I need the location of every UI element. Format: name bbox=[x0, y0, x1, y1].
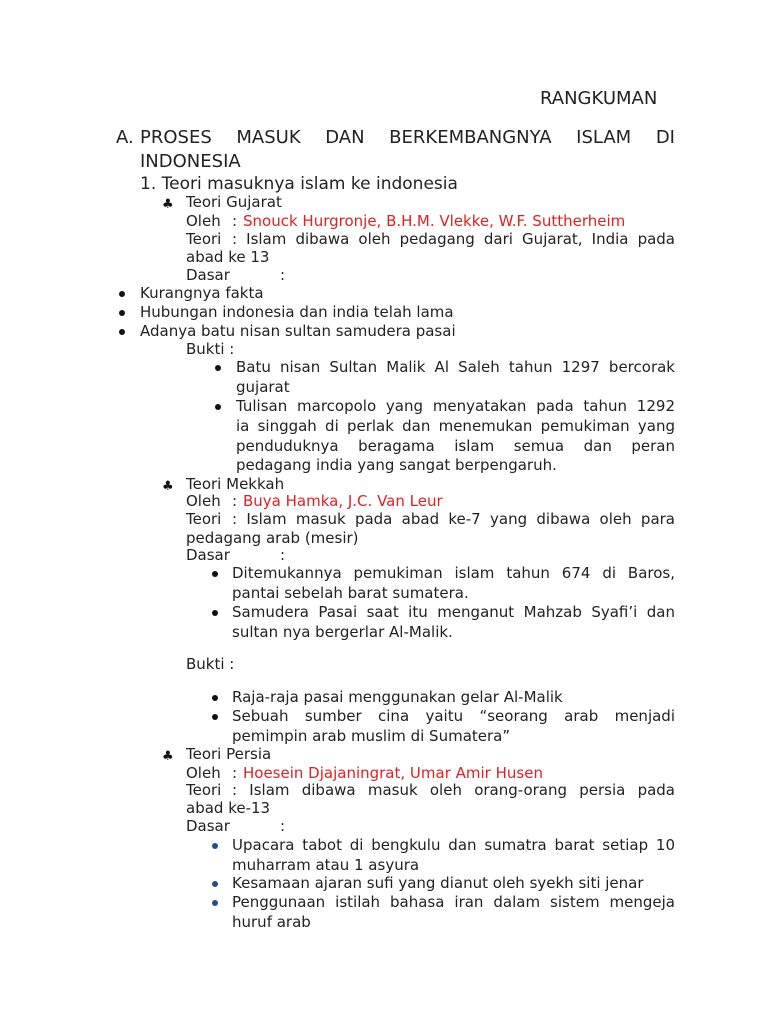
teori-label: Teori bbox=[186, 781, 222, 799]
subsection-heading: 1. Teori masuknya islam ke indonesia bbox=[140, 174, 458, 194]
section-heading-line2: INDONESIA bbox=[140, 151, 241, 172]
section-letter: A. bbox=[116, 127, 134, 148]
round-bullet-icon bbox=[212, 881, 218, 887]
dasar-item-line: Kesamaan ajaran sufi yang dianut oleh syekh siti jenar bbox=[232, 874, 644, 892]
round-bullet-icon bbox=[212, 843, 218, 849]
teori-text-line2: abad ke-13 bbox=[186, 799, 271, 817]
oleh-label: Oleh bbox=[186, 212, 221, 230]
bukti-label: Bukti : bbox=[186, 655, 235, 673]
club-suit-icon: ♣ bbox=[162, 197, 174, 212]
theory-name-mekkah: Teori Mekkah bbox=[186, 475, 285, 493]
bukti-item-line: pemimpin arab muslim di Sumatera” bbox=[232, 727, 511, 745]
dasar-item-line: sultan nya bergerlar Al-Malik. bbox=[232, 623, 453, 641]
round-bullet-icon bbox=[212, 571, 218, 577]
teori-text-line2: abad ke 13 bbox=[186, 248, 270, 266]
heading-word: BERKEMBANGNYA bbox=[389, 127, 552, 148]
heading-word: MASUK bbox=[236, 127, 301, 148]
oleh-value: Snouck Hurgronje, B.H.M. Vlekke, W.F. Suttherheim bbox=[243, 212, 626, 230]
bukti-item-line: pedagang india yang sangat berpengaruh. bbox=[236, 456, 557, 474]
round-bullet-icon bbox=[119, 310, 125, 316]
oleh-separator: : bbox=[232, 764, 238, 782]
round-bullet-icon bbox=[215, 365, 221, 371]
bukti-item-line: Tulisan marcopolo yang menyatakan pada tahun 1292 bbox=[236, 397, 675, 415]
section-heading-line1 bbox=[140, 127, 675, 149]
bukti-item-line: penduduknya beragama islam semua dan peran bbox=[236, 437, 675, 455]
dasar-separator: : bbox=[280, 817, 286, 835]
bukti-item-line: ia singgah di perlak dan menemukan pemukiman yang bbox=[236, 417, 675, 435]
dasar-item-line: Samudera Pasai saat itu menganut Mahzab Syafi’i dan bbox=[232, 603, 675, 621]
teori-text-line2: pedagang arab (mesir) bbox=[186, 529, 359, 547]
theory-name-gujarat: Teori Gujarat bbox=[186, 193, 282, 211]
dasar-item-line: huruf arab bbox=[232, 913, 311, 931]
dasar-label: Dasar bbox=[186, 266, 230, 284]
round-bullet-icon bbox=[212, 695, 218, 701]
teori-text-line1: : Islam dibawa oleh pedagang dari Gujarat, India pada bbox=[232, 230, 675, 248]
teori-label: Teori bbox=[186, 510, 222, 528]
round-bullet-icon bbox=[212, 900, 218, 906]
round-bullet-icon bbox=[119, 329, 125, 335]
club-suit-icon: ♣ bbox=[162, 479, 174, 494]
dasar-item-line: Ditemukannya pemukiman islam tahun 674 di Baros, bbox=[232, 564, 675, 582]
dasar-item-line: pantai sebelah barat sumatera. bbox=[232, 584, 469, 602]
heading-word: DI bbox=[655, 127, 675, 148]
teori-label: Teori bbox=[186, 230, 222, 248]
oleh-value: Buya Hamka, J.C. Van Leur bbox=[243, 492, 443, 510]
document-title: RANGKUMAN bbox=[540, 88, 658, 109]
dasar-item: Kurangnya fakta bbox=[140, 284, 264, 302]
oleh-label: Oleh bbox=[186, 764, 221, 782]
round-bullet-icon bbox=[119, 291, 125, 297]
club-suit-icon: ♣ bbox=[162, 749, 174, 764]
dasar-label: Dasar bbox=[186, 817, 230, 835]
dasar-item-line: Penggunaan istilah bahasa iran dalam sistem mengeja bbox=[232, 893, 675, 911]
dasar-label: Dasar bbox=[186, 546, 230, 564]
oleh-value: Hoesein Djajaningrat, Umar Amir Husen bbox=[243, 764, 543, 782]
teori-text-line1: : Islam masuk pada abad ke-7 yang dibawa oleh para bbox=[232, 510, 675, 528]
round-bullet-icon bbox=[212, 714, 218, 720]
oleh-separator: : bbox=[232, 492, 238, 510]
dasar-separator: : bbox=[280, 266, 286, 284]
teori-text-line1: : Islam dibawa masuk oleh orang-orang persia pada bbox=[232, 781, 675, 799]
dasar-item: Hubungan indonesia dan india telah lama bbox=[140, 303, 454, 321]
round-bullet-icon bbox=[212, 610, 218, 616]
dasar-separator: : bbox=[280, 546, 286, 564]
dasar-item-line: muharram atau 1 asyura bbox=[232, 856, 420, 874]
heading-word: DAN bbox=[325, 127, 365, 148]
bukti-item-line: gujarat bbox=[236, 378, 290, 396]
oleh-separator: : bbox=[232, 212, 238, 230]
bukti-item-line: Sebuah sumber cina yaitu “seorang arab menjadi bbox=[232, 707, 675, 725]
bukti-item-line: Raja-raja pasai menggunakan gelar Al-Malik bbox=[232, 688, 563, 706]
heading-word: ISLAM bbox=[576, 127, 632, 148]
dasar-item: Adanya batu nisan sultan samudera pasai bbox=[140, 322, 456, 340]
dasar-item-line: Upacara tabot di bengkulu dan sumatra barat setiap 10 bbox=[232, 836, 675, 854]
bukti-label: Bukti : bbox=[186, 340, 235, 358]
bukti-item-line: Batu nisan Sultan Malik Al Saleh tahun 1297 bercorak bbox=[236, 358, 675, 376]
oleh-label: Oleh bbox=[186, 492, 221, 510]
heading-word: PROSES bbox=[140, 127, 212, 148]
theory-name-persia: Teori Persia bbox=[186, 745, 272, 763]
round-bullet-icon bbox=[215, 404, 221, 410]
